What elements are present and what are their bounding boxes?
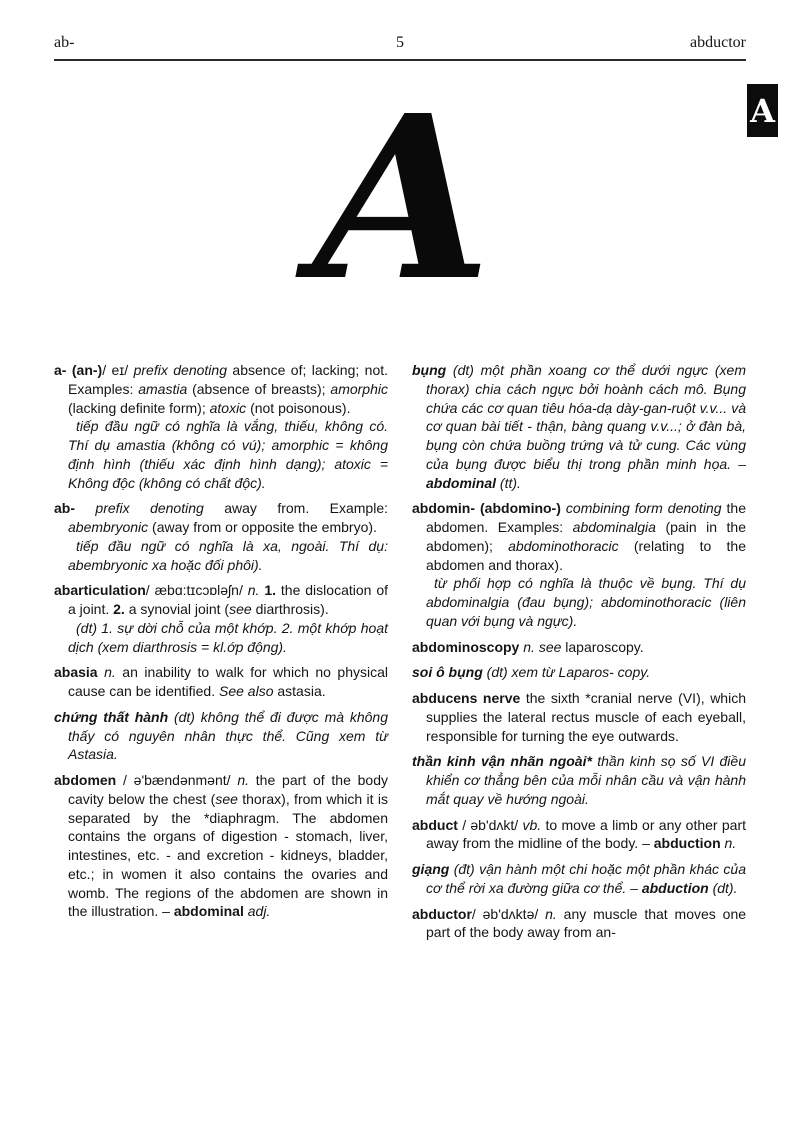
text-run: amastia xyxy=(138,380,188,397)
text-run: the sixth *cranial nerve (VI), which supplies the lateral rectus muscle of each eyeball, responsible for turning the eye outwards. xyxy=(426,690,746,744)
text-run: ab- xyxy=(54,500,96,517)
text-run: / əb'dʌktə/ xyxy=(471,905,546,922)
text-run: (pain in the abdomen); xyxy=(426,519,746,554)
text-run: away from. Example: xyxy=(203,500,388,517)
text-run: (dt) một phần xoang cơ thể dưới ngực (xem thorax) chia cách ngực bởi hoành cách mô. Bụng chứa các cơ quan tiêu hóa-dạ dày-gan-ruột v.v... và cơ quan bài tiết - thận, bàng quang v.v...; ở đàn bà, bụng còn chứa buồng trứng và tử cung. Các vùng của bụng được biểu thị trong phần minh họa. – xyxy=(426,362,746,472)
text-run: the abdomen. Examples: xyxy=(426,500,747,535)
text-run: astasia. xyxy=(273,683,326,699)
text-run: 1. xyxy=(264,582,277,599)
dictionary-entry xyxy=(412,663,746,682)
running-head-right: abductor xyxy=(690,34,746,51)
text-run: (lacking definite form); xyxy=(68,399,210,416)
text-run: n. xyxy=(247,582,260,599)
entry-paragraph xyxy=(54,663,388,701)
entry-paragraph xyxy=(54,619,388,657)
entry-paragraph xyxy=(54,537,388,575)
text-run: (absence of breasts); xyxy=(187,380,331,397)
text-run: the part of the body cavity below the chest ( xyxy=(68,772,388,807)
text-run: tiếp đầu ngữ có nghĩa là xa, ngoài. Thí dụ: abembryonic xa hoặc đối phôi). xyxy=(68,537,388,573)
text-run: abdominal xyxy=(426,474,497,491)
text-run: abductor xyxy=(412,905,472,922)
text-run: tiếp đầu ngữ có nghĩa là vắng, thiếu, không có. Thí dụ amastia (không có vú); amorphic = không định hình (thiếu xác định hình dạng); atoxic = Không độc (không có chất độc). xyxy=(68,418,388,491)
text-run: n. see xyxy=(523,638,562,655)
text-run: abdominothoracic xyxy=(508,537,619,554)
text-run: (dt) 1. sự dời chỗ của một khớp. 2. một khớp hoạt dịch (xem diarthrosis = kl.ớp động). xyxy=(68,619,388,655)
text-run: n. xyxy=(545,905,557,922)
entry-paragraph xyxy=(412,361,746,492)
entry-paragraph xyxy=(412,905,746,943)
text-columns xyxy=(54,361,746,949)
text-run: to move a limb or any other part away from the midline of the body. – xyxy=(426,816,746,852)
entry-paragraph xyxy=(412,574,746,630)
text-run: n. xyxy=(237,772,250,788)
text-run: vb. xyxy=(522,816,542,833)
dictionary-entry xyxy=(412,816,746,854)
dictionary-entry xyxy=(412,638,746,657)
text-run: atoxic xyxy=(209,399,247,416)
text-run: abdominoscopy xyxy=(412,638,520,655)
text-run: từ phối hợp có nghĩa là thuộc về bụng. Thí dụ abdominalgia (đau bụng); abdominothoracic (liên quan với bụng và ngực). xyxy=(426,575,746,629)
dictionary-entry xyxy=(412,905,746,943)
text-run: (dt). xyxy=(708,879,738,896)
text-run: See also xyxy=(219,683,274,699)
text-run: combining form denoting xyxy=(565,500,722,517)
entry-paragraph xyxy=(412,752,746,808)
right-column xyxy=(412,361,746,949)
text-run: abduction xyxy=(641,879,709,896)
text-run: giạng xyxy=(412,861,450,877)
dictionary-entry xyxy=(412,361,746,492)
entry-paragraph xyxy=(412,816,746,854)
text-run: thorax), from which it is separated by the *diaphragm. The abdomen contains the organs of digestion - stomach, liver, intestines, etc. - and excretion - kidneys, bladder, etc.; in women it also contains the ovaries and womb. The regions of the abdomen are shown in the illustration. – xyxy=(68,790,388,920)
text-run: see xyxy=(229,601,252,617)
text-run: amorphic xyxy=(330,380,388,397)
text-run: abduct xyxy=(412,816,458,833)
text-run: thần kinh sọ số VI điều khiển cơ thẳng bên của mỗi nhân cầu và vận hành mắt quay về hướng ngoài. xyxy=(426,753,746,807)
entry-paragraph xyxy=(54,499,388,537)
dictionary-entry xyxy=(54,499,388,574)
dictionary-entry xyxy=(54,771,388,921)
text-run: any muscle that moves one part of the body away from an- xyxy=(426,905,747,941)
text-run: prefix denoting xyxy=(95,500,204,517)
section-tab-letter: A xyxy=(750,91,775,130)
text-run: abembryonic xyxy=(68,519,149,535)
entry-paragraph xyxy=(412,689,746,745)
text-run: a- (an-) xyxy=(54,362,103,378)
text-run: 2. xyxy=(113,601,125,617)
dictionary-entry xyxy=(412,689,746,745)
text-run: a synovial joint ( xyxy=(124,601,230,617)
text-run: abdominalgia xyxy=(572,519,656,535)
text-run: / æbɑ:tɪcɔɒləʃn/ xyxy=(145,582,248,599)
entry-paragraph xyxy=(412,499,746,574)
text-run: adj. xyxy=(247,903,271,920)
text-run: (tt). xyxy=(496,474,521,491)
entry-paragraph xyxy=(54,417,388,492)
text-run: (đt) vận hành một chi hoặc một phần khác của cơ thể rời xa đường giữa cơ thể. – xyxy=(426,861,746,896)
entry-paragraph xyxy=(412,638,746,657)
text-run: / eɪ/ xyxy=(102,362,134,378)
section-letter-container xyxy=(54,66,746,331)
dictionary-entry xyxy=(412,752,746,808)
entry-paragraph xyxy=(54,361,388,417)
text-run: / ə'bændənmənt/ xyxy=(116,772,238,788)
text-run: bụng xyxy=(412,362,447,378)
entry-paragraph xyxy=(54,581,388,619)
text-run: the dislocation of a joint. xyxy=(68,582,388,617)
running-head-left: ab- xyxy=(54,34,75,51)
text-run: / əb'dʌkt/ xyxy=(457,816,523,833)
text-run: an inability to walk for which no physical cause can be identified. xyxy=(68,664,388,699)
text-run: (relating to the abdomen and thorax). xyxy=(426,537,746,573)
entry-paragraph xyxy=(54,708,388,764)
dictionary-entry xyxy=(54,361,388,492)
text-run: (dt) xem từ Laparos- copy. xyxy=(482,664,651,681)
dictionary-entry xyxy=(412,499,746,630)
text-run: chứng thất hành xyxy=(54,708,169,725)
text-run: (not poisonous). xyxy=(246,399,351,416)
entry-paragraph xyxy=(412,663,746,682)
text-run: n. xyxy=(724,835,737,852)
text-run: soi ô bụng xyxy=(412,664,483,681)
text-run: abarticulation xyxy=(54,582,146,599)
text-run: thần kinh vận nhãn ngoài* xyxy=(412,753,592,770)
section-thumb-tab xyxy=(747,84,778,137)
text-run: diarthrosis). xyxy=(251,601,329,617)
text-run: absence of; lacking; not. Examples: xyxy=(68,362,389,397)
dictionary-entry xyxy=(54,708,388,764)
dictionary-entry xyxy=(54,581,388,656)
text-run: (dt) không thể đi được mà không thấy có nguyên nhân thực thể. Cũng xem từ Astasia. xyxy=(68,708,388,763)
text-run: abducens nerve xyxy=(412,690,521,706)
text-run: abdomen xyxy=(54,772,117,788)
text-run: (away from or opposite the embryo). xyxy=(148,519,377,535)
text-run: abdominal xyxy=(173,903,244,920)
section-drop-cap-letter: A xyxy=(312,66,487,331)
text-run: see xyxy=(215,790,238,807)
entry-paragraph xyxy=(54,771,388,921)
dictionary-entry xyxy=(412,860,746,898)
text-run: abdomin- (abdomino-) xyxy=(412,500,561,517)
text-run: abduction xyxy=(653,835,721,852)
text-run: n. xyxy=(104,664,116,681)
text-run: abasia xyxy=(54,664,98,681)
left-column xyxy=(54,361,388,949)
running-header xyxy=(54,34,746,61)
dictionary-entry xyxy=(54,663,388,701)
text-run: prefix denoting xyxy=(133,362,227,378)
text-run: laparoscopy. xyxy=(561,638,644,655)
entry-paragraph xyxy=(412,860,746,898)
page-number: 5 xyxy=(396,34,404,51)
